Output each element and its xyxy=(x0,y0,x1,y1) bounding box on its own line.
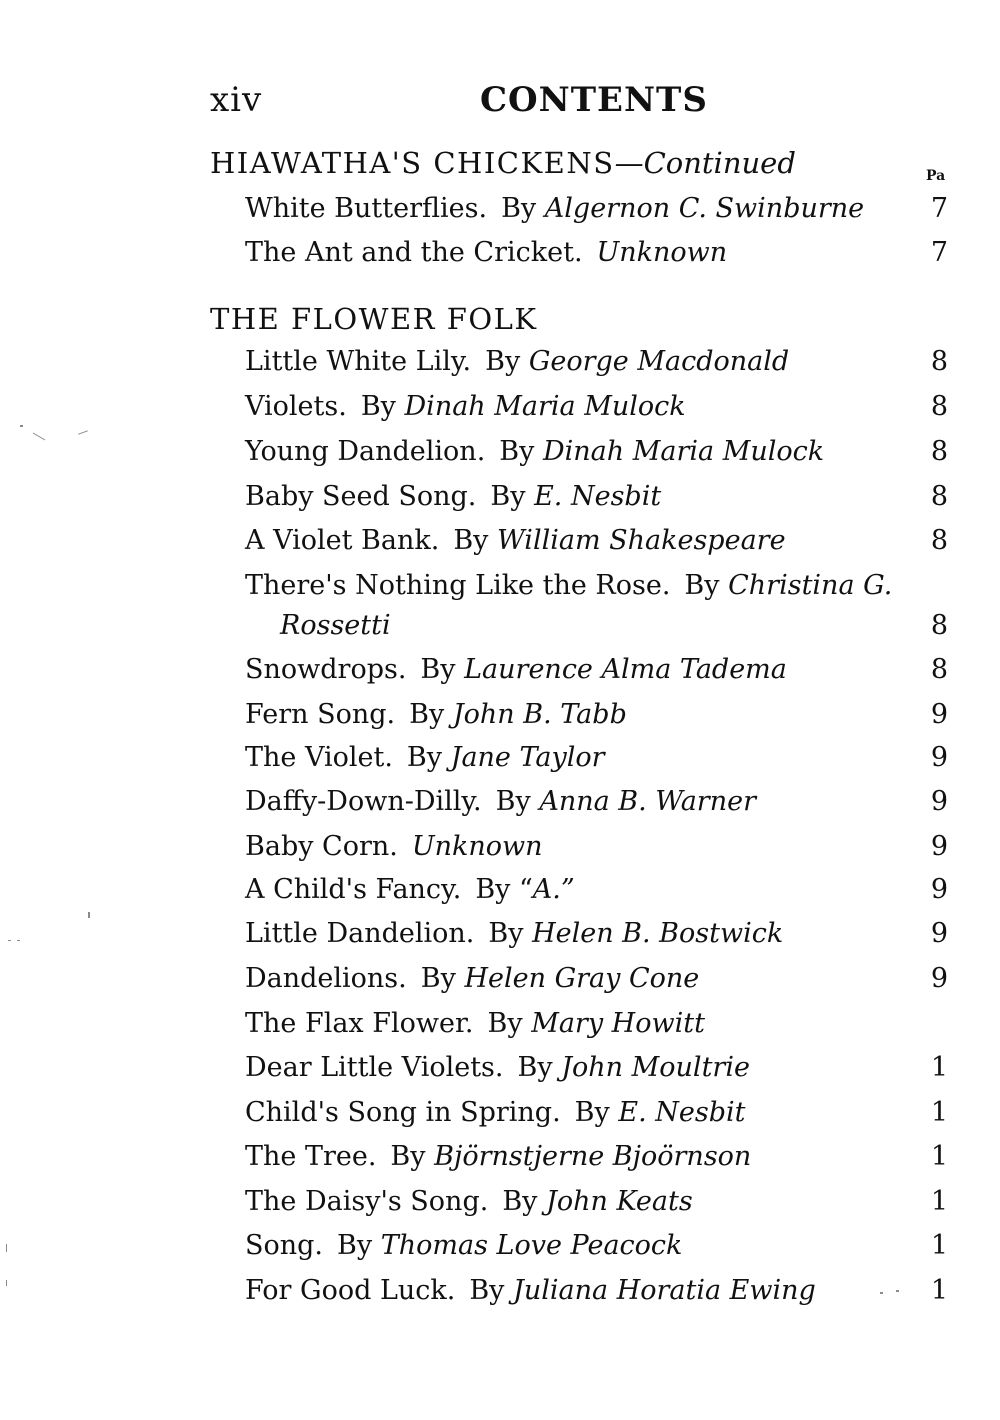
entry-author: Jane Taylor xyxy=(450,742,605,773)
page-folio: xiv xyxy=(210,80,263,120)
toc-entry xyxy=(245,237,727,268)
scan-speck xyxy=(6,1280,7,1286)
toc-entry xyxy=(245,654,787,685)
entry-by: By xyxy=(502,1186,538,1217)
toc-entry xyxy=(245,786,756,817)
entry-page-number: 9 xyxy=(930,918,948,949)
entry-page-number: 9 xyxy=(930,699,948,730)
toc-entry xyxy=(245,1097,745,1128)
entry-page-number: 8 xyxy=(930,346,948,377)
entry-by: By xyxy=(409,699,445,730)
entry-title: Song. xyxy=(245,1230,324,1261)
entry-by: By xyxy=(469,1275,505,1306)
toc-entry xyxy=(245,918,783,949)
entry-title: The Violet. xyxy=(245,742,393,773)
toc-entry xyxy=(245,193,864,224)
entry-page-number: 1 xyxy=(930,1141,948,1172)
entry-by: By “ xyxy=(475,874,533,905)
entry-title: Little Dandelion. xyxy=(245,918,475,949)
entry-page-number: 8 xyxy=(930,391,948,422)
toc-entry xyxy=(245,1275,816,1306)
scan-speck xyxy=(6,1244,7,1252)
scan-speck xyxy=(88,912,90,918)
entry-title: The Flax Flower. xyxy=(245,1008,474,1039)
entry-title: For Good Luck. xyxy=(245,1275,456,1306)
toc-entry xyxy=(245,1141,751,1172)
page-column-label: Pa xyxy=(926,168,946,184)
entry-page-number: 8 xyxy=(930,436,948,467)
entry-by: By xyxy=(574,1097,610,1128)
entry-page-number: 8 xyxy=(930,525,948,556)
entry-page-number: 1 xyxy=(930,1230,948,1261)
entry-page-number: 9 xyxy=(930,786,948,817)
entry-title: Violets. xyxy=(245,391,347,422)
toc-entry xyxy=(245,346,789,377)
entry-by: By xyxy=(495,786,531,817)
entry-by: By xyxy=(390,1141,426,1172)
scan-speck xyxy=(17,940,20,941)
entry-page-number: 8 xyxy=(930,481,948,512)
entry-title: Daffy-Down-Dilly. xyxy=(245,786,482,817)
entry-by: By xyxy=(337,1230,373,1261)
entry-by: By xyxy=(501,193,537,224)
entry-by: By xyxy=(517,1052,553,1083)
entry-page-number: 9 xyxy=(930,831,948,862)
entry-by: By xyxy=(406,742,443,773)
entry-title: Young Dandelion. xyxy=(245,436,486,467)
entry-page-number: 1 xyxy=(930,1097,948,1128)
toc-entry xyxy=(245,1008,705,1039)
entry-title: Little White Lily. xyxy=(245,346,472,377)
entry-author: E. Nesbit xyxy=(534,481,662,512)
entry-author: Juliana Horatia Ewing xyxy=(513,1275,816,1306)
entry-page-number: 1 xyxy=(930,1186,948,1217)
entry-by: By xyxy=(499,436,535,467)
toc-entry xyxy=(245,742,605,773)
entry-author: Dinah Maria Mulock xyxy=(542,436,825,467)
entry-author: John B. Tabb xyxy=(452,699,627,730)
entry-by: By xyxy=(490,481,526,512)
entry-author: William Shakespeare xyxy=(497,525,786,556)
toc-entry xyxy=(245,570,892,601)
toc-entry xyxy=(245,391,686,422)
entry-title: The Ant and the Cricket. xyxy=(245,237,583,268)
section-heading xyxy=(210,146,796,180)
entry-title: Dear Little Violets. xyxy=(245,1052,504,1083)
entry-title: The Daisy's Song. xyxy=(245,1186,489,1217)
entry-author: Anna B. Warner xyxy=(539,786,756,817)
entry-author: John Moultrie xyxy=(561,1052,750,1083)
section-title: HIAWATHA'S CHICKENS xyxy=(210,146,615,180)
entry-title: Dandelions. xyxy=(245,963,407,994)
entry-by: By xyxy=(453,525,489,556)
entry-page-number: 8 xyxy=(930,610,948,641)
page-title: CONTENTS xyxy=(480,80,708,120)
entry-author: Christina G. xyxy=(728,570,893,601)
entry-author: Björnstjerne Bjoörnson xyxy=(434,1141,752,1172)
entry-author: E. Nesbit xyxy=(618,1097,746,1128)
scan-speck xyxy=(78,430,88,434)
scan-speck xyxy=(33,433,46,441)
entry-title: Baby Corn. xyxy=(245,831,398,862)
scan-speck xyxy=(8,940,11,941)
entry-by: By xyxy=(487,1008,523,1039)
entry-by: By xyxy=(360,391,396,422)
toc-entry xyxy=(245,525,786,556)
entry-page-number: 1 xyxy=(930,1275,948,1306)
toc-entry xyxy=(245,1052,750,1083)
entry-page-number: 9 xyxy=(930,742,948,773)
entry-author: Helen Gray Cone xyxy=(464,963,700,994)
toc-entry xyxy=(245,831,543,862)
entry-author: Unknown xyxy=(596,237,728,268)
entry-by: By xyxy=(488,918,524,949)
scan-speck xyxy=(880,1292,883,1294)
scan-speck xyxy=(896,1290,899,1292)
scan-speck xyxy=(20,425,23,427)
entry-author: Helen B. Bostwick xyxy=(532,918,784,949)
entry-author: Thomas Love Peacock xyxy=(380,1230,683,1261)
section-title: THE FLOWER FOLK xyxy=(210,302,538,336)
entry-author: Unknown xyxy=(411,831,543,862)
entry-title: A Violet Bank. xyxy=(245,525,440,556)
entry-title: White Butterflies. xyxy=(245,193,488,224)
entry-author: Laurence Alma Tadema xyxy=(464,654,787,685)
entry-title: Baby Seed Song. xyxy=(245,481,477,512)
entry-author: A.” xyxy=(532,874,575,905)
toc-entry xyxy=(245,699,627,730)
section-heading xyxy=(210,302,538,336)
entry-title: Child's Song in Spring. xyxy=(245,1097,561,1128)
entry-by: By xyxy=(420,963,456,994)
entry-title: The Tree. xyxy=(245,1141,377,1172)
toc-entry xyxy=(245,436,824,467)
entry-by: By xyxy=(420,654,456,685)
entry-author: John Keats xyxy=(546,1186,693,1217)
entry-title: A Child's Fancy. xyxy=(245,874,462,905)
entry-page-number: 8 xyxy=(930,654,948,685)
toc-entry xyxy=(245,874,575,905)
entry-page-number: 9 xyxy=(930,874,948,905)
entry-by: By xyxy=(485,346,521,377)
entry-page-number: 9 xyxy=(930,963,948,994)
entry-author-continuation: Rossetti xyxy=(280,610,391,641)
entry-title: Fern Song. xyxy=(245,699,396,730)
entry-author: Dinah Maria Mulock xyxy=(404,391,686,422)
entry-author: Mary Howitt xyxy=(531,1008,705,1039)
toc-entry xyxy=(245,1186,693,1217)
entry-page-number: 7 xyxy=(930,193,948,224)
entry-page-number: 7 xyxy=(930,237,948,268)
entry-author: Algernon C. Swinburne xyxy=(544,193,865,224)
toc-entry xyxy=(245,963,699,994)
entry-author: George Macdonald xyxy=(528,346,790,377)
entry-title: There's Nothing Like the Rose. xyxy=(245,570,671,601)
toc-entry xyxy=(245,1230,682,1261)
continued-label: —Continued xyxy=(614,146,796,180)
toc-entry xyxy=(245,481,661,512)
entry-page-number: 1 xyxy=(930,1052,948,1083)
entry-title: Snowdrops. xyxy=(245,654,407,685)
entry-by: By xyxy=(684,570,720,601)
